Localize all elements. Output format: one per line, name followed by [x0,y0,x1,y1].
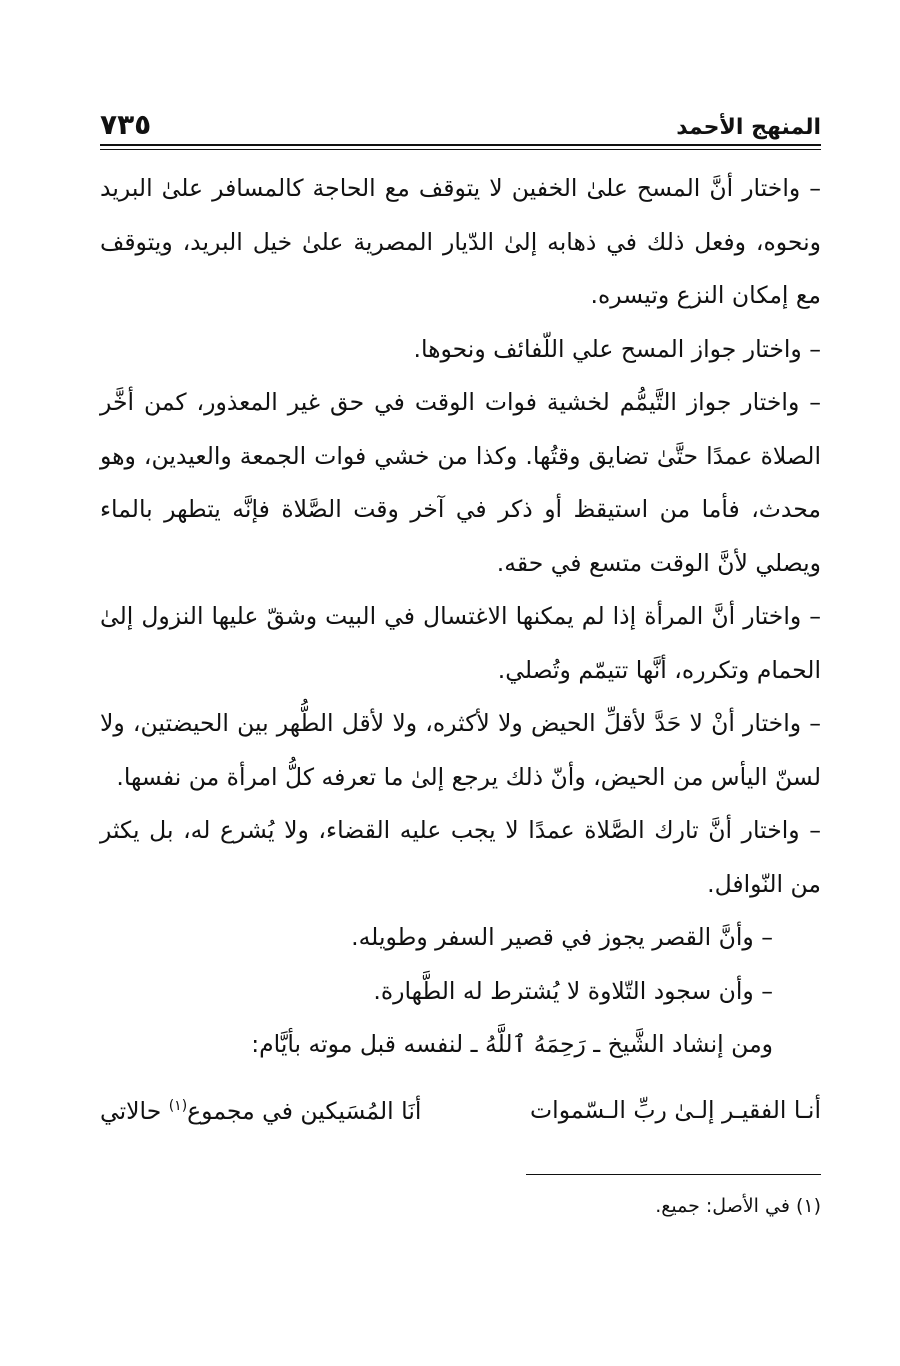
verse-second-part-a: أنَا المُسَيكين في مجموع [187,1096,422,1125]
paragraph-tayammum: – واختار جواز التَّيمُّم لخشية فوات الوقت في حق غير المعذور، كمن أخَّر الصلاة عمدًا حتَّىٰ تضايق وقتُها. وكذا من خشي فوات الجمعة والعيدين، وهو محدث، فأما من استيقظ أو ذكر في آخر وقت الصَّلاة فإنَّه يتطهر بالماء ويصلي لأنَّ الوقت متسع في حقه. [100,388,821,577]
page-header [100,108,821,142]
paragraph-sujud-tilawa: – وأن سجود التّلاوة لا يُشترط له الطَّهارة. [373,976,773,1005]
paragraph-inshad: ومن إنشاد الشَّيخ ـ رَحِمَهُ ٱللَّهُ ـ لنفسه قبل موته بأيَّام: [251,1030,773,1058]
footnote-reference: (١) [168,1097,188,1114]
paragraph-hayd: – واختار أنْ لا حَدَّ لأقلِّ الحيض ولا لأكثره، ولا لأقل الطُّهر بين الحيضتين، ولا لسنّ اليأس من الحيض، وأنّ ذلك يرجع إلىٰ ما تعرفه كلُّ امرأة من نفسها. [100,709,821,791]
paragraph-masah-khuffain: – واختار أنَّ المسح علىٰ الخفين لا يتوقف مع الحاجة كالمسافر علىٰ البريد ونحوه، وفعل ذلك في ذهابه إلىٰ الدّيار المصرية علىٰ خيل البريد، ويتوقف مع إمكان النزع وتيسره. [100,174,821,309]
verse-second-part-b: حالاتي [100,1096,169,1125]
paragraph-lafaif: – واختار جواز المسح علي اللّفائف ونحوها. [413,334,821,363]
footnote-rule [526,1174,821,1175]
book-page [100,108,821,1223]
footnote: (١) في الأصل: جميع. [655,1195,821,1218]
paragraph-salat-qada: – واختار أنَّ تارك الصَّلاة عمدًا لا يجب عليه القضاء، ولا يُشرع له، بل يكثر من النّوافل. [100,816,821,898]
running-title: المنهج الأحمد [676,115,821,140]
poem-verse [100,1076,821,1141]
page-number: ٧٣٥ [100,108,152,141]
paragraph-woman-ghusl: – واختار أنَّ المرأة إذا لم يمكنها الاغتسال في البيت وشقّ عليها النزول إلىٰ الحمام وتكرره، أنَّها تتيمّم وتُصلي. [100,602,821,684]
verse-second-hemistich [100,1076,421,1141]
paragraph-qasr: – وأنَّ القصر يجوز في قصير السفر وطويله. [351,923,773,951]
verse-first-hemistich: أنـا الفقيـر إلـىٰ ربِّ الـسّموات [530,1096,821,1125]
header-rule [100,144,821,150]
body-text [100,162,821,1072]
